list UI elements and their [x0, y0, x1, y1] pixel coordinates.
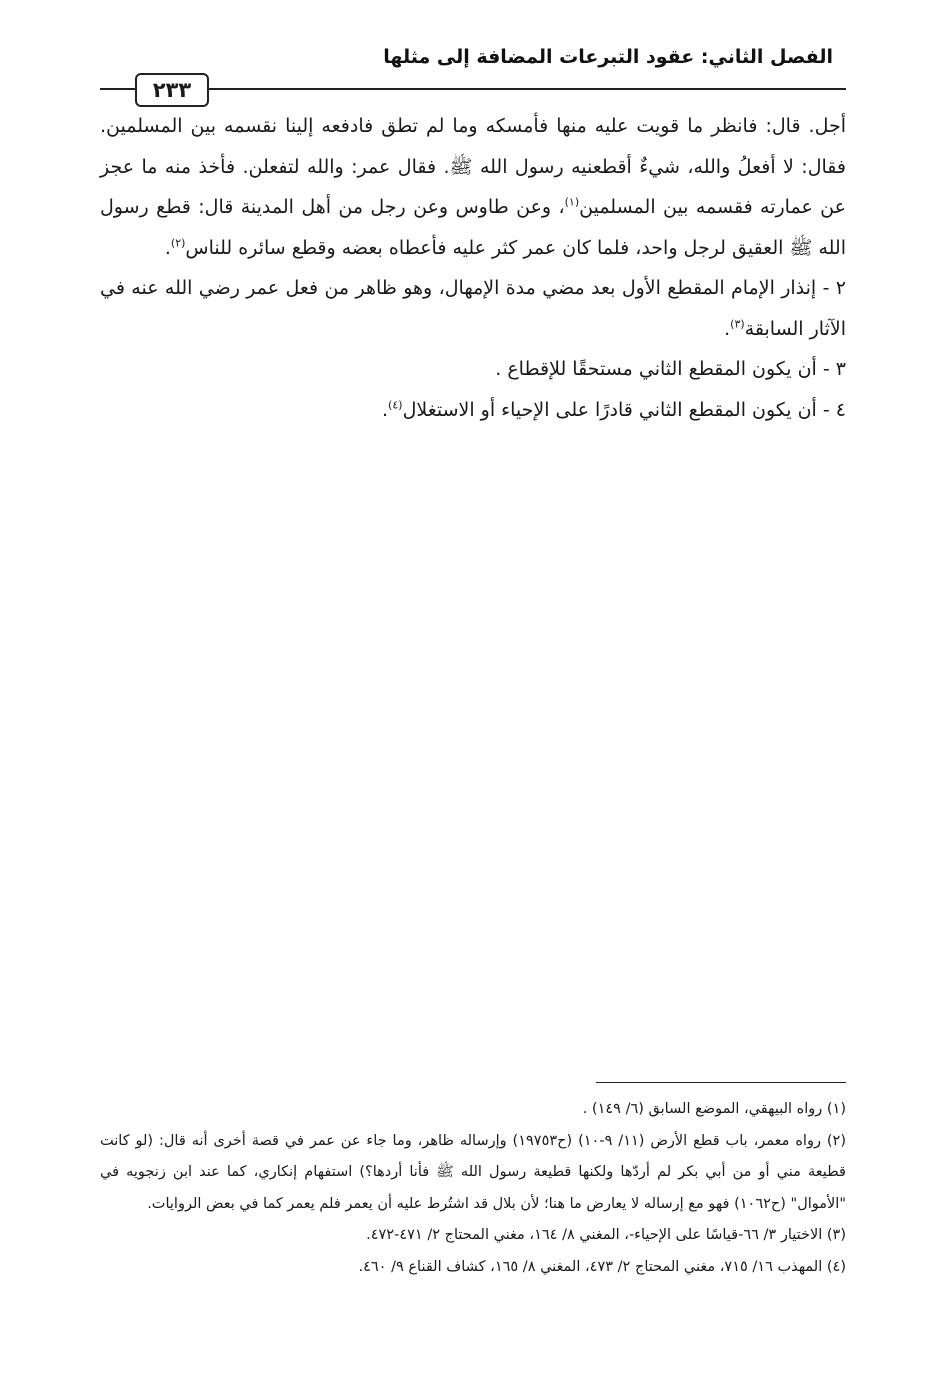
footnotes	[100, 1094, 846, 1283]
page-number: ٢٣٣	[135, 73, 209, 107]
list-item-number: ٣ -	[822, 358, 846, 380]
list-item-text: أن يكون المقطع الثاني مستحقًا للإقطاع .	[495, 358, 823, 380]
paragraph-text-part2: ، وعن طاوس وعن رجل من أهل المدينة قال: قطع رسول الله ﷺ العقيق لرجل واحد، فلما كان عمر كثر عليه فأعطاه بعضه وقطع سائره للناس	[100, 196, 846, 259]
footnote: (٤) المهذب ١٦/ ٧١٥، مغني المحتاج ٢/ ٤٧٣، المغني ٨/ ١٦٥، كشاف القناع ٩/ ٤٦٠.	[358, 1258, 846, 1275]
list-item-text: أن يكون المقطع الثاني قادرًا على الإحياء أو الاستغلال	[402, 398, 823, 421]
footnote: (١) رواه البيهقي، الموضع السابق (٦/ ١٤٩) .	[582, 1101, 846, 1117]
paragraph-text-part1: أجل. قال: فانظر ما قويت عليه منها فأمسكه وما لم تطق فادفعه إلينا نقسمه بين المسلمين. فقال: لا أفعلُ والله، شيءٌ أقطعنيه رسول الله ﷺ. فقال عمر: والله لتفعلن. فأخذ منه ما عجز عن عمارته فقسمه بين المسلمين	[100, 115, 846, 218]
footnote-ref-2: (٢)	[170, 236, 186, 250]
list-item	[100, 349, 846, 390]
paragraph-end: .	[164, 236, 171, 259]
running-header: الفصل الثاني: عقود التبرعات المضافة إلى مثلها	[383, 46, 833, 68]
list-item-number: ٤ -	[822, 398, 846, 421]
body-paragraph	[100, 106, 846, 268]
footnote-ref-3: (٣)	[730, 317, 745, 331]
list-item-end: .	[724, 317, 731, 340]
footnote-ref-4: (٤)	[388, 398, 403, 412]
footnote: (٢) رواه معمر، باب قطع الأرض (١١/ ٩-١٠) (ح١٩٧٥٣) وإرساله ظاهر، وما جاء عن عمر في قصة أخرى أنه قال: (لو كانت قطيعة مني أو من أبي بكر لم أردّها ولكنها قطيعة رسول الله ﷺ فأنا أردها؟) استفهام إنكاري، كما عند ابن زنجويه في "الأموال" (ح١٠٦٢) فهو مع إرساله لا يعارض ما هنا؛ لأن بلال قد اشتُرط عليه أن يعمر فلم يعمر كما في بعض الروايات.	[100, 1132, 846, 1212]
footnote-separator	[596, 1082, 846, 1083]
footnote-ref-1: (١)	[564, 195, 580, 209]
list-item-number: ٢ -	[822, 277, 846, 299]
footnote: (٣) الاختيار ٣/ ٦٦-قياسًا على الإحياء-، المغني ٨/ ١٦٤، مغني المحتاج ٢/ ٤٧١-٤٧٢.	[366, 1227, 846, 1243]
list-item-end: .	[382, 398, 389, 421]
main-text	[100, 106, 846, 430]
list-item	[100, 268, 846, 349]
list-item-text: إنذار الإمام المقطع الأول بعد مضي مدة الإمهال، وهو ظاهر من فعل عمر رضي الله عنه في الآثار السابقة	[100, 277, 846, 340]
list-item	[100, 390, 846, 431]
header-rule	[100, 88, 846, 90]
